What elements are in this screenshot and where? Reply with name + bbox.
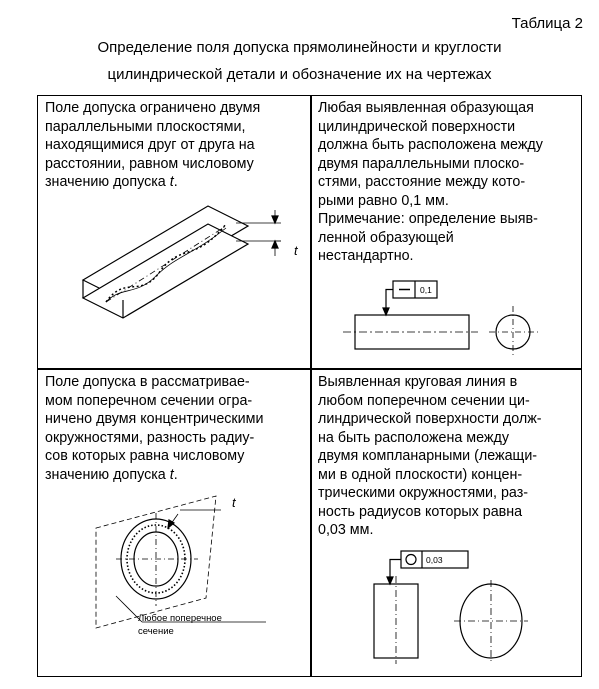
row-divider (38, 368, 581, 370)
straightness-drawing (328, 274, 578, 366)
table-number: Таблица 2 (511, 15, 583, 32)
section-label: Любое поперечное сечение (138, 613, 222, 637)
tolerance-table (37, 95, 582, 677)
table-caption-line2: цилиндрической детали и обозначение их на чертежах (107, 66, 492, 83)
column-divider (310, 96, 312, 676)
parallel-planes-figure (76, 204, 281, 330)
cell-bottom-left-text: Поле допуска в рассматривае- мом поперечном сечении огра- ничено двумя концентрическими окружностями, разность радиу- сов которых равна числовому значению допуска t. (45, 374, 264, 483)
tolerance-label-t: t (294, 243, 298, 258)
tolerance-label-t-2: t (232, 495, 236, 510)
roundness-drawing (366, 548, 566, 676)
cell-top-left-text: Поле допуска ограничено двумя параллельными плоскостями, находящимися друг от друга на расстоянии, равном числовому значению допуска t. (45, 100, 261, 190)
straightness-value: 0,1 (420, 285, 432, 295)
table-caption-line1: Определение поля допуска прямолинейности и круглости (97, 39, 502, 56)
cell-bottom-right-text: Выявленная круговая линия в любом поперечном сечении ци- линдрической поверхности долж- на быть расположена между двумя компланарными (лежащи- ми в одной плоскости) концен- трическими окружностями, раз- ность радиусов которых равна 0,03 мм. (318, 374, 542, 538)
cell-top-right-text: Любая выявленная образующая цилиндрической поверхности должна быть расположена между двумя параллельными плоско- стями, расстояние между кото- рыми равно 0,1 мм. Примечание: определение выяв- ленной образующей нестандартно. (318, 100, 543, 264)
roundness-value: 0,03 (426, 555, 443, 565)
